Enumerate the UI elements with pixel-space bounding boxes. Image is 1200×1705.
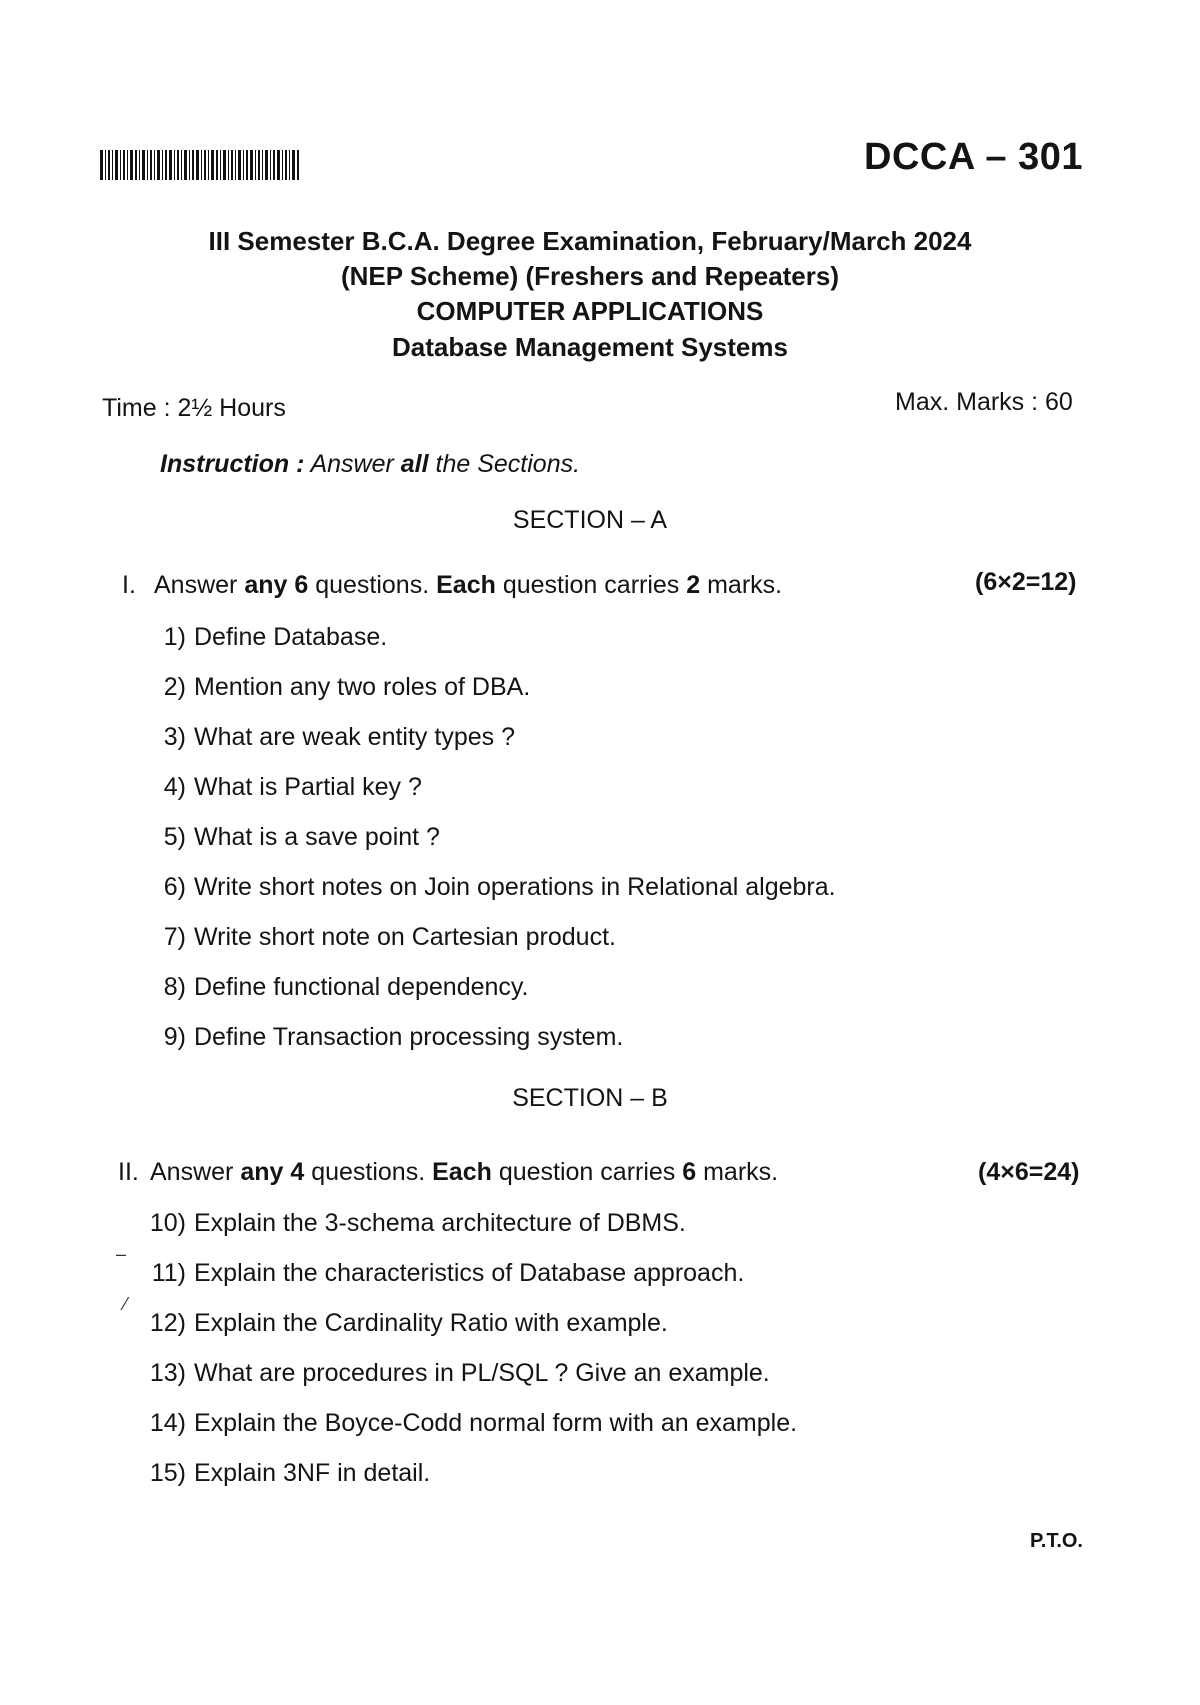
question-text: Write short notes on Join operations in Relational algebra. (194, 873, 836, 901)
section-a-head-text: marks. (700, 571, 783, 599)
question-text: Explain the characteristics of Database approach. (194, 1259, 745, 1287)
question-text: What is Partial key ? (194, 773, 422, 801)
question-item (152, 723, 515, 752)
section-b-head-bold: any 4 (240, 1158, 305, 1186)
question-item (152, 873, 836, 902)
question-text: Define Transaction processing system. (194, 1023, 624, 1051)
section-a-title: SECTION – A (512, 506, 668, 534)
section-b-head-bold: 6 (682, 1158, 697, 1186)
pto-label: P.T.O. (1030, 1530, 1083, 1552)
question-number: 1) (163, 623, 186, 651)
time-allowed: Time : 2½ Hours (102, 394, 286, 422)
section-a-head-bold: Each (436, 571, 496, 599)
question-item (152, 1023, 623, 1052)
section-b-heading (118, 1158, 778, 1187)
section-a-heading (122, 571, 782, 600)
section-b-roman: II. (118, 1158, 139, 1186)
instruction-text-post: the Sections. (428, 450, 581, 478)
section-b-head-bold: Each (432, 1158, 492, 1186)
instruction-text-pre: Answer (310, 450, 401, 478)
question-text: Define Database. (194, 623, 388, 651)
question-text: Explain 3NF in detail. (194, 1459, 431, 1487)
question-number: 10) (149, 1209, 186, 1237)
question-item (152, 923, 616, 952)
section-b-marks: (4×6=24) (978, 1158, 1080, 1186)
question-text: Explain the Boyce-Codd normal form with an example. (194, 1409, 798, 1437)
question-text: Define functional dependency. (194, 973, 529, 1001)
section-b-head-text: questions. (304, 1158, 433, 1186)
question-number: 11) (151, 1259, 186, 1287)
question-number: 2) (163, 673, 186, 701)
question-item (138, 1309, 668, 1338)
section-a-head-bold: any 6 (244, 571, 309, 599)
question-item (138, 1409, 797, 1438)
section-a-marks: (6×2=12) (975, 568, 1077, 596)
question-text: Write short note on Cartesian product. (194, 923, 616, 951)
section-a-head-text: questions. (308, 571, 437, 599)
question-number: 4) (163, 773, 186, 801)
pen-tick-mark: ‒ (116, 1244, 127, 1264)
header-line-2: (NEP Scheme) (Freshers and Repeaters) (340, 261, 840, 291)
question-number: 6) (163, 873, 186, 901)
question-text: What are procedures in PL/SQL ? Give an example. (194, 1359, 770, 1387)
barcode-icon (100, 150, 300, 180)
section-a-head-bold: 2 (686, 571, 701, 599)
question-number: 3) (163, 723, 186, 751)
paper-code: DCCA – 301 (864, 136, 1084, 178)
instruction-text-bold: all (400, 450, 429, 478)
question-number: 8) (163, 973, 186, 1001)
question-number: 5) (163, 823, 186, 851)
pen-tick-mark: ⁄ (124, 1294, 128, 1314)
question-number: 15) (149, 1459, 186, 1487)
question-number: 12) (149, 1309, 186, 1337)
question-text: Mention any two roles of DBA. (194, 673, 531, 701)
section-a-head-text: Answer (154, 571, 245, 599)
header-line-3: COMPUTER APPLICATIONS (416, 296, 764, 326)
question-item (138, 1459, 430, 1488)
question-number: 7) (163, 923, 186, 951)
instruction (160, 450, 580, 479)
question-item (138, 1259, 744, 1288)
section-b-title: SECTION – B (512, 1084, 668, 1112)
max-marks: Max. Marks : 60 (895, 388, 1073, 416)
section-a-head-text: question carries (495, 571, 687, 599)
question-item (152, 673, 530, 702)
question-item (152, 773, 422, 802)
header-line-1: III Semester B.C.A. Degree Examination, February/March 2024 (208, 226, 972, 256)
question-item (152, 823, 440, 852)
question-number: 9) (163, 1023, 186, 1051)
section-b-head-text: marks. (696, 1158, 779, 1186)
instruction-label: Instruction : (160, 450, 305, 478)
question-text: Explain the Cardinality Ratio with example. (194, 1309, 668, 1337)
question-number: 13) (149, 1359, 186, 1387)
header-line-4: Database Management Systems (392, 332, 788, 362)
question-number: 14) (149, 1409, 186, 1437)
question-item (152, 973, 529, 1002)
question-text: Explain the 3-schema architecture of DBMS. (194, 1209, 686, 1237)
question-text: What is a save point ? (194, 823, 440, 851)
question-text: What are weak entity types ? (194, 723, 515, 751)
question-item (138, 1209, 686, 1238)
section-b-head-text: Answer (150, 1158, 241, 1186)
section-a-roman: I. (122, 571, 136, 599)
section-b-head-text: question carries (491, 1158, 683, 1186)
question-item (152, 623, 387, 652)
question-item (138, 1359, 770, 1388)
